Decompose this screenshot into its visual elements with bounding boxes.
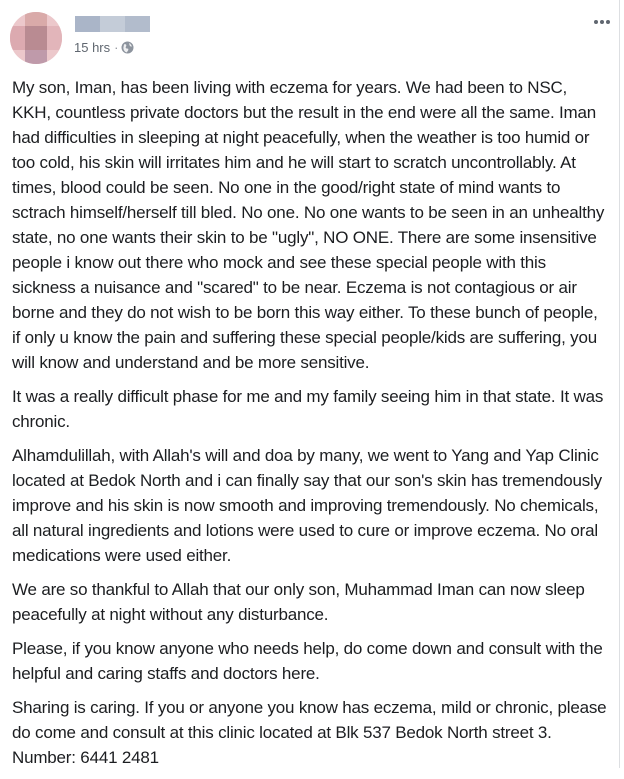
more-options-icon-dot — [606, 20, 610, 24]
post-text — [12, 75, 608, 779]
post-paragraph: My son, Iman, has been living with eczema for years. We had been to NSC, KKH, countless private doctors but the result in the end were all the same. Iman had difficulties in sleeping at night peacefully, when the weather is too humid or too cold, his skin will irritates him and he will start to scratch uncontrollably. At times, blood could be seen. No one in the good/right state of mind wants to sctrach himself/herself till bled. No one. No one wants to be seen in an unhealthy state, no one wants their skin to be "ugly", NO ONE. There are some insensitive people i know out there who mock and see these special people with this sickness a nuisance and "scared" to be near. Eczema is not contagious or air borne and they do not wish to be born this way either. To these bunch of people, if only u know the pain and suffering these special people/kids are suffering, you will know and understand and be more sensitive. — [12, 78, 605, 372]
meta-separator: · — [114, 40, 119, 55]
more-options-icon-dot — [594, 20, 598, 24]
more-options-icon-dot — [600, 20, 604, 24]
post-meta — [74, 40, 134, 55]
globe-icon[interactable] — [121, 41, 134, 54]
timestamp[interactable]: 15 hrs — [74, 40, 111, 55]
author-name-redacted[interactable] — [75, 16, 150, 32]
avatar[interactable] — [10, 12, 62, 64]
more-options-button[interactable] — [590, 14, 614, 30]
post-paragraph: Please, if you know anyone who needs help, do come down and consult with the helpful and caring staffs and doctors here. — [12, 639, 603, 683]
post-paragraph: We are so thankful to Allah that our only son, Muhammad Iman can now sleep peacefully at night without any disturbance. — [12, 580, 585, 624]
post-paragraph: Sharing is caring. If you or anyone you know has eczema, mild or chronic, please do come and consult at this clinic located at Blk 537 Bedok North street 3. Number: 6441 2481 — [12, 698, 607, 767]
post-paragraph: It was a really difficult phase for me and my family seeing him in that state. It was chronic. — [12, 387, 604, 431]
post-paragraph: Alhamdulillah, with Allah's will and doa by many, we went to Yang and Yap Clinic located at Bedok North and i can finally say that our son's skin has tremendously improve and his skin is now smooth and improving tremendously. No chemicals, all natural ingredients and lotions were used to cure or improve eczema. No oral medications were used either. — [12, 446, 602, 565]
